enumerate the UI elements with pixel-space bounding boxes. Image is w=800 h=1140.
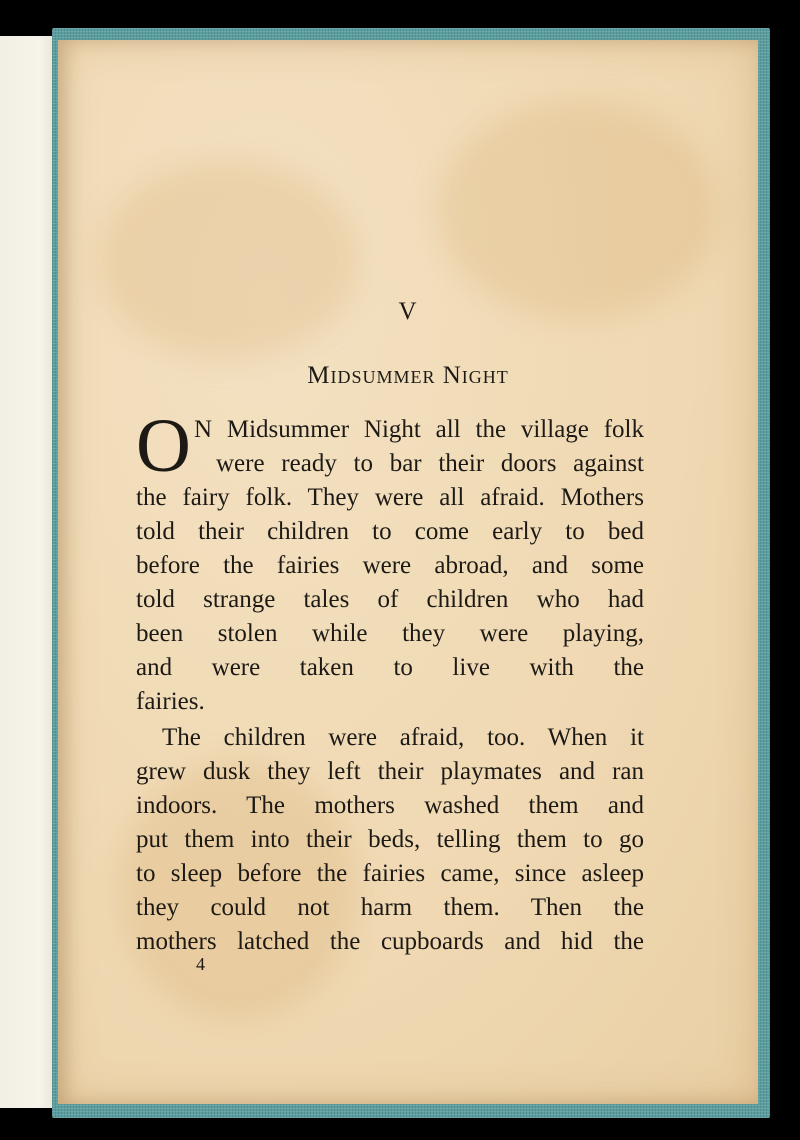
left-page-edge xyxy=(0,36,58,1108)
paragraph-1-line: the fairy folk. They were all afraid. Mothers xyxy=(136,484,644,511)
chapter-title: Midsummer Night xyxy=(307,362,509,389)
paragraph-1-line: and were taken to live with the xyxy=(136,654,644,681)
paragraph-2-line: put them into their beds, telling them to go xyxy=(136,826,644,853)
paragraph-1-line: told strange tales of children who had xyxy=(136,586,644,613)
paragraph-1-line: N Midsummer Night all the village folk xyxy=(194,416,644,443)
drop-cap: O xyxy=(136,404,191,488)
paragraph-1-line: fairies. xyxy=(136,688,205,715)
paragraph-2-line: indoors. The mothers washed them and xyxy=(136,792,644,819)
page-number: 4 xyxy=(196,954,205,974)
paragraph-1-line: been stolen while they were playing, xyxy=(136,620,644,647)
paragraph-2-line: The children were afraid, too. When it xyxy=(162,724,644,751)
paragraph-2-line: to sleep before the fairies came, since asleep xyxy=(136,860,644,887)
paragraph-1-line: were ready to bar their doors against xyxy=(216,450,644,477)
paragraph-1-line: told their children to come early to bed xyxy=(136,518,644,545)
paper-stain xyxy=(438,100,718,320)
paragraph-1-line: before the fairies were abroad, and some xyxy=(136,552,644,579)
paragraph-2-line: mothers latched the cupboards and hid the xyxy=(136,928,644,955)
book-page xyxy=(58,40,758,1104)
paragraph-2-line: they could not harm them. Then the xyxy=(136,894,644,921)
paragraph-2-line: grew dusk they left their playmates and ran xyxy=(136,758,644,785)
chapter-number: V xyxy=(398,298,418,325)
paper-stain xyxy=(98,160,358,360)
